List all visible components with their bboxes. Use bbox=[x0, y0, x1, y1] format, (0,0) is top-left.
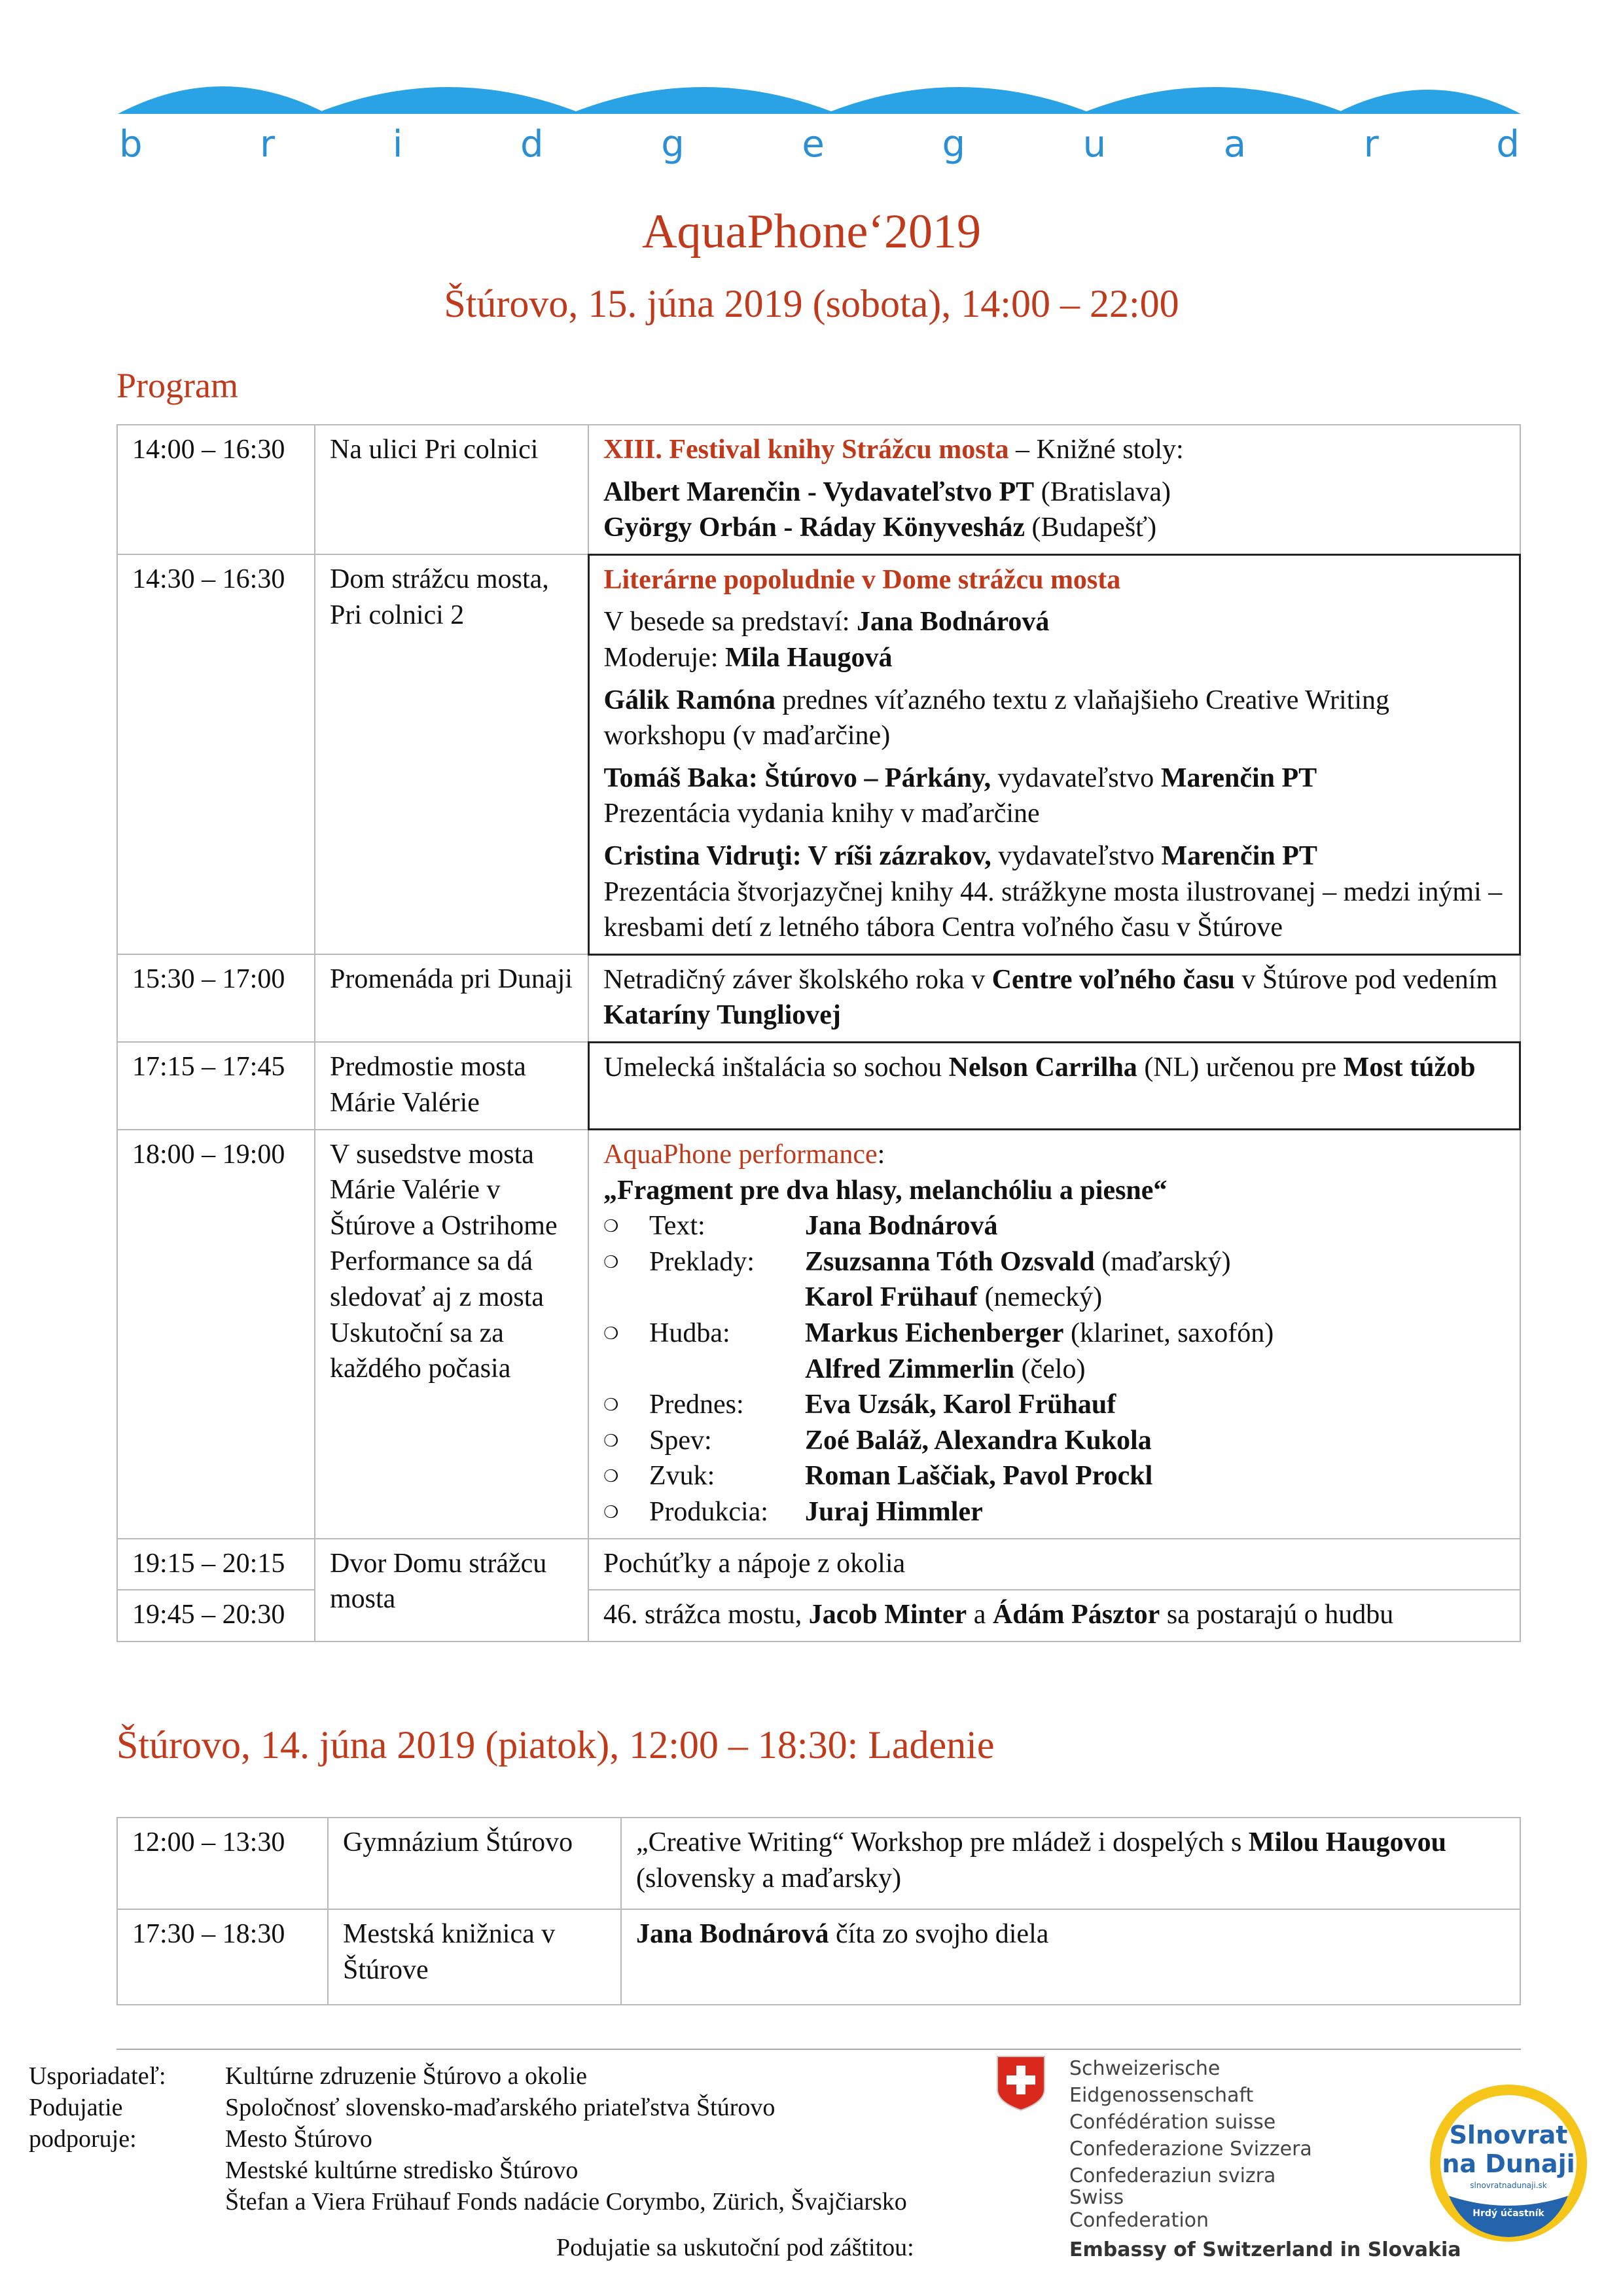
credit-row bbox=[603, 1387, 1507, 1423]
bullet-icon: ❍ bbox=[603, 1252, 619, 1272]
festival-title-rest: – Knižné stoly: bbox=[1008, 435, 1184, 465]
credit-row-continued bbox=[603, 1352, 1507, 1388]
description-cell bbox=[588, 1590, 1520, 1641]
program-heading: Program bbox=[116, 366, 238, 405]
credit-label: Produkcia: bbox=[649, 1497, 768, 1528]
credit-row bbox=[603, 1244, 1507, 1280]
credit-name: Jana Bodnárová bbox=[805, 1211, 998, 1242]
place-cell: Dom strážcu mosta, Pri colnici 2 bbox=[315, 554, 588, 954]
description-cell bbox=[588, 554, 1520, 954]
table-row bbox=[117, 1909, 1520, 2005]
credit-name: Eva Uzsák, Karol Frühauf bbox=[805, 1390, 1116, 1420]
book-title: Cristina Vidruţi: V ríši zázrakov, bbox=[603, 840, 991, 871]
footer-organizations bbox=[225, 2060, 907, 2217]
description-cell bbox=[588, 1130, 1520, 1539]
description-cell bbox=[621, 1909, 1520, 2005]
table-row bbox=[117, 954, 1520, 1042]
time-cell: 17:30 – 18:30 bbox=[117, 1909, 328, 2005]
publisher-label: vydavateľstvo bbox=[991, 762, 1161, 793]
logo-letter: b bbox=[119, 123, 143, 166]
description-text: „Creative Writing“ Workshop pre mládež i dospelých s bbox=[636, 1827, 1249, 1857]
credit-note: (čelo) bbox=[1014, 1354, 1086, 1384]
performance-subtitle: „Fragment pre dva hlasy, melanchóliu a piesne“ bbox=[603, 1175, 1168, 1206]
performance-title: AquaPhone performance bbox=[603, 1139, 878, 1170]
logo-letter: r bbox=[1363, 123, 1379, 166]
credit-row-continued bbox=[603, 1280, 1507, 1316]
footer-labels bbox=[29, 2060, 166, 2155]
description-cell bbox=[588, 954, 1520, 1042]
description-cell: Pochúťky a nápoje z okolia bbox=[588, 1539, 1520, 1590]
publisher-name: Marenčin PT bbox=[1161, 840, 1317, 871]
logo-letter: a bbox=[1223, 123, 1247, 166]
time-cell: 14:00 – 16:30 bbox=[117, 425, 315, 554]
moderator-name: Mila Haugová bbox=[724, 642, 893, 673]
description-text: a bbox=[967, 1600, 993, 1630]
credit-row bbox=[603, 1494, 1507, 1530]
badge-title-line: Slnovrat bbox=[1449, 2121, 1568, 2149]
logo-letter: d bbox=[520, 123, 544, 166]
bullet-icon: ❍ bbox=[603, 1431, 619, 1451]
description-text: (NL) určenou pre bbox=[1137, 1052, 1344, 1083]
description-text: 46. strážca mostu, bbox=[603, 1600, 809, 1630]
publisher-label: vydavateľstvo bbox=[991, 840, 1162, 871]
slnovrat-badge bbox=[1427, 2081, 1590, 2245]
supporter-name: Štefan a Viera Frühauf Fonds nadácie Corymbo, Zürich, Švajčiarsko bbox=[225, 2188, 907, 2215]
swiss-name-line: Confederazione Svizzera bbox=[1069, 2138, 1312, 2161]
credit-label: Hudba: bbox=[649, 1318, 730, 1349]
moderator-label: Moderuje: bbox=[603, 642, 725, 673]
logo-letter: e bbox=[802, 123, 825, 166]
book-title: Tomáš Baka: Štúrovo – Párkány, bbox=[603, 762, 991, 793]
organization-name: Centre voľného času bbox=[991, 964, 1235, 995]
credit-name: Markus Eichenberger bbox=[805, 1318, 1064, 1349]
place-cell: Mestská knižnica v Štúrove bbox=[328, 1909, 621, 2005]
description-text: Netradičný záver školského roka v bbox=[603, 964, 992, 995]
credit-note: (nemecký) bbox=[978, 1282, 1103, 1313]
swiss-names bbox=[1069, 2055, 1410, 2189]
place-cell: Gymnázium Štúrovo bbox=[328, 1818, 621, 1909]
swiss-confederation-label: Swiss Confederation bbox=[1069, 2186, 1209, 2232]
badge-title-line: na Dunaji bbox=[1442, 2149, 1575, 2178]
logo-letter: d bbox=[1496, 123, 1520, 166]
exhibitor-city: (Budapešť) bbox=[1025, 512, 1157, 543]
bullet-icon: ❍ bbox=[603, 1503, 619, 1523]
place-cell: V susedstve mosta Márie Valérie v Štúrove a Ostrihome Performance sa dá sledovať aj z mosta Uskutoční sa za každého počasia bbox=[315, 1130, 588, 1539]
document-subtitle: Štúrovo, 15. júna 2019 (sobota), 14:00 – 22:00 bbox=[444, 282, 1179, 325]
exhibitor-name: Albert Marenčin - Vydavateľstvo PT bbox=[603, 476, 1035, 507]
bullet-icon: ❍ bbox=[603, 1395, 619, 1416]
logo-letter: r bbox=[260, 123, 276, 166]
description-text: v Štúrove pod vedením bbox=[1234, 964, 1498, 995]
table-row bbox=[117, 1539, 1520, 1590]
table-row bbox=[117, 1042, 1520, 1129]
table-row bbox=[117, 425, 1520, 554]
time-cell: 18:00 – 19:00 bbox=[117, 1130, 315, 1539]
bullet-icon: ❍ bbox=[603, 1467, 619, 1487]
description-text: (slovensky a maďarsky) bbox=[636, 1863, 902, 1893]
time-cell: 15:30 – 17:00 bbox=[117, 954, 315, 1042]
logo-letter: g bbox=[942, 123, 965, 166]
musician-name: Jacob Minter bbox=[808, 1600, 967, 1630]
time-cell: 12:00 – 13:30 bbox=[117, 1818, 328, 1909]
credit-row bbox=[603, 1458, 1507, 1494]
ladenie-heading: Štúrovo, 14. júna 2019 (piatok), 12:00 – 18:30: Ladenie bbox=[116, 1723, 995, 1767]
credit-note: (klarinet, saxofón) bbox=[1063, 1318, 1274, 1349]
logo-letter: i bbox=[392, 123, 403, 166]
badge-url: slnovratnadunaji.sk bbox=[1470, 2181, 1547, 2190]
credit-label: Zvuk: bbox=[649, 1461, 715, 1492]
credit-label: Text: bbox=[649, 1211, 705, 1242]
credit-label: Spev: bbox=[649, 1425, 712, 1456]
credit-name: Zoé Baláž, Alexandra Kukola bbox=[805, 1425, 1152, 1456]
credit-label: Preklady: bbox=[649, 1246, 755, 1277]
patronage-text: Podujatie sa uskutoční pod záštitou: bbox=[556, 2234, 914, 2261]
publisher-name: Marenčin PT bbox=[1160, 762, 1317, 793]
place-cell: Promenáda pri Dunaji bbox=[315, 954, 588, 1042]
description-text: číta zo svojho diela bbox=[829, 1919, 1049, 1949]
badge-caption: Hrdý účastník bbox=[1472, 2208, 1544, 2219]
artwork-name: Most túžob bbox=[1343, 1052, 1476, 1083]
swiss-name-line: Schweizerische Eidgenossenschaft bbox=[1069, 2057, 1254, 2107]
book-presentation: Prezentácia štvorjazyčnej knihy 44. strážkyne mosta ilustrovanej – medzi inými – kresbami detí z letného tábora Centra voľného času v Štúrove bbox=[603, 876, 1503, 943]
place-cell: Na ulici Pri colnici bbox=[315, 425, 588, 554]
reader-description: prednes víťazného textu z vlaňajšieho Creative Writing workshopu (v maďarčine) bbox=[603, 685, 1390, 751]
credit-row bbox=[603, 1208, 1507, 1244]
supporter-name: Mestské kultúrne stredisko Štúrovo bbox=[225, 2157, 579, 2184]
performance-title-colon: : bbox=[877, 1139, 885, 1170]
embassy-label: Embassy of Switzerland in Slovakia bbox=[1069, 2238, 1461, 2261]
book-presentation: Prezentácia vydania knihy v maďarčine bbox=[603, 798, 1040, 829]
credit-name: Juraj Himmler bbox=[805, 1497, 983, 1528]
description-text: sa postarajú o hudbu bbox=[1160, 1600, 1394, 1630]
credit-label: Prednes: bbox=[649, 1390, 744, 1420]
bridgeguard-logo-arcs bbox=[118, 63, 1521, 115]
ladenie-table bbox=[116, 1817, 1521, 2005]
description-text: Umelecká inštalácia so sochou bbox=[603, 1052, 949, 1083]
credit-name: Roman Laščiak, Pavol Prockl bbox=[805, 1461, 1153, 1492]
supporter-name: Mesto Štúrovo bbox=[225, 2125, 372, 2153]
event-title: Literárne popoludnie v Dome strážcu mosta bbox=[603, 564, 1121, 595]
table-row bbox=[117, 1130, 1520, 1539]
exhibitor-name: György Orbán - Ráday Könyvesház bbox=[603, 512, 1026, 543]
person-name: Jana Bodnárová bbox=[636, 1919, 829, 1949]
person-name: Milou Haugovou bbox=[1248, 1827, 1447, 1857]
credit-name: Karol Frühauf bbox=[805, 1282, 978, 1313]
festival-title: XIII. Festival knihy Strážcu mosta bbox=[603, 435, 1009, 465]
credit-name: Zsuzsanna Tóth Ozsvald bbox=[805, 1246, 1095, 1277]
swiss-flag-icon bbox=[996, 2055, 1046, 2111]
logo-letter: g bbox=[661, 123, 685, 166]
time-cell: 14:30 – 16:30 bbox=[117, 554, 315, 954]
badge-title bbox=[1427, 2121, 1590, 2178]
place-cell: Dvor Domu strážcu mosta bbox=[315, 1539, 588, 1641]
swiss-name-line: Confederaziun svizra bbox=[1069, 2164, 1276, 2187]
footer-divider bbox=[116, 2049, 1521, 2050]
person-name: Kataríny Tungliovej bbox=[603, 1000, 841, 1031]
musician-name: Ádám Pásztor bbox=[992, 1600, 1160, 1630]
credit-note: (maďarský) bbox=[1094, 1246, 1231, 1277]
credit-name: Alfred Zimmerlin bbox=[805, 1354, 1015, 1384]
program-table bbox=[116, 424, 1521, 1642]
exhibitor-city: (Bratislava) bbox=[1034, 476, 1171, 507]
time-cell: 19:15 – 20:15 bbox=[117, 1539, 315, 1590]
credit-row bbox=[603, 1316, 1507, 1352]
logo-letter: u bbox=[1082, 123, 1107, 166]
guest-label: V besede sa predstaví: bbox=[603, 607, 857, 637]
bullet-icon: ❍ bbox=[603, 1324, 619, 1344]
time-cell: 19:45 – 20:30 bbox=[117, 1590, 315, 1641]
supporter-name: Spoločnosť slovensko-maďarského priateľstva Štúrovo bbox=[225, 2094, 776, 2121]
supporters-label: Podujatie bbox=[29, 2094, 123, 2121]
reader-name: Gálik Ramóna bbox=[603, 685, 776, 715]
organizer-label: Usporiadateľ: bbox=[29, 2062, 166, 2090]
guest-name: Jana Bodnárová bbox=[856, 607, 1050, 637]
bridgeguard-logo-text bbox=[119, 123, 1520, 166]
place-cell: Predmostie mosta Márie Valérie bbox=[315, 1042, 588, 1129]
description-cell bbox=[621, 1818, 1520, 1909]
organizer-name: Kultúrne zdruzenie Štúrovo a okolie bbox=[225, 2062, 587, 2090]
table-row bbox=[117, 1818, 1520, 1909]
swiss-name-line: Confédération suisse bbox=[1069, 2111, 1276, 2134]
time-cell: 17:15 – 17:45 bbox=[117, 1042, 315, 1129]
description-cell bbox=[588, 425, 1520, 554]
supporters-label: podporuje: bbox=[29, 2125, 137, 2153]
description-cell bbox=[588, 1042, 1520, 1129]
document-title: AquaPhone‘2019 bbox=[642, 205, 981, 259]
credit-row bbox=[603, 1423, 1507, 1459]
table-row bbox=[117, 554, 1520, 954]
artist-name: Nelson Carrilha bbox=[948, 1052, 1137, 1083]
bullet-icon: ❍ bbox=[603, 1217, 619, 1237]
